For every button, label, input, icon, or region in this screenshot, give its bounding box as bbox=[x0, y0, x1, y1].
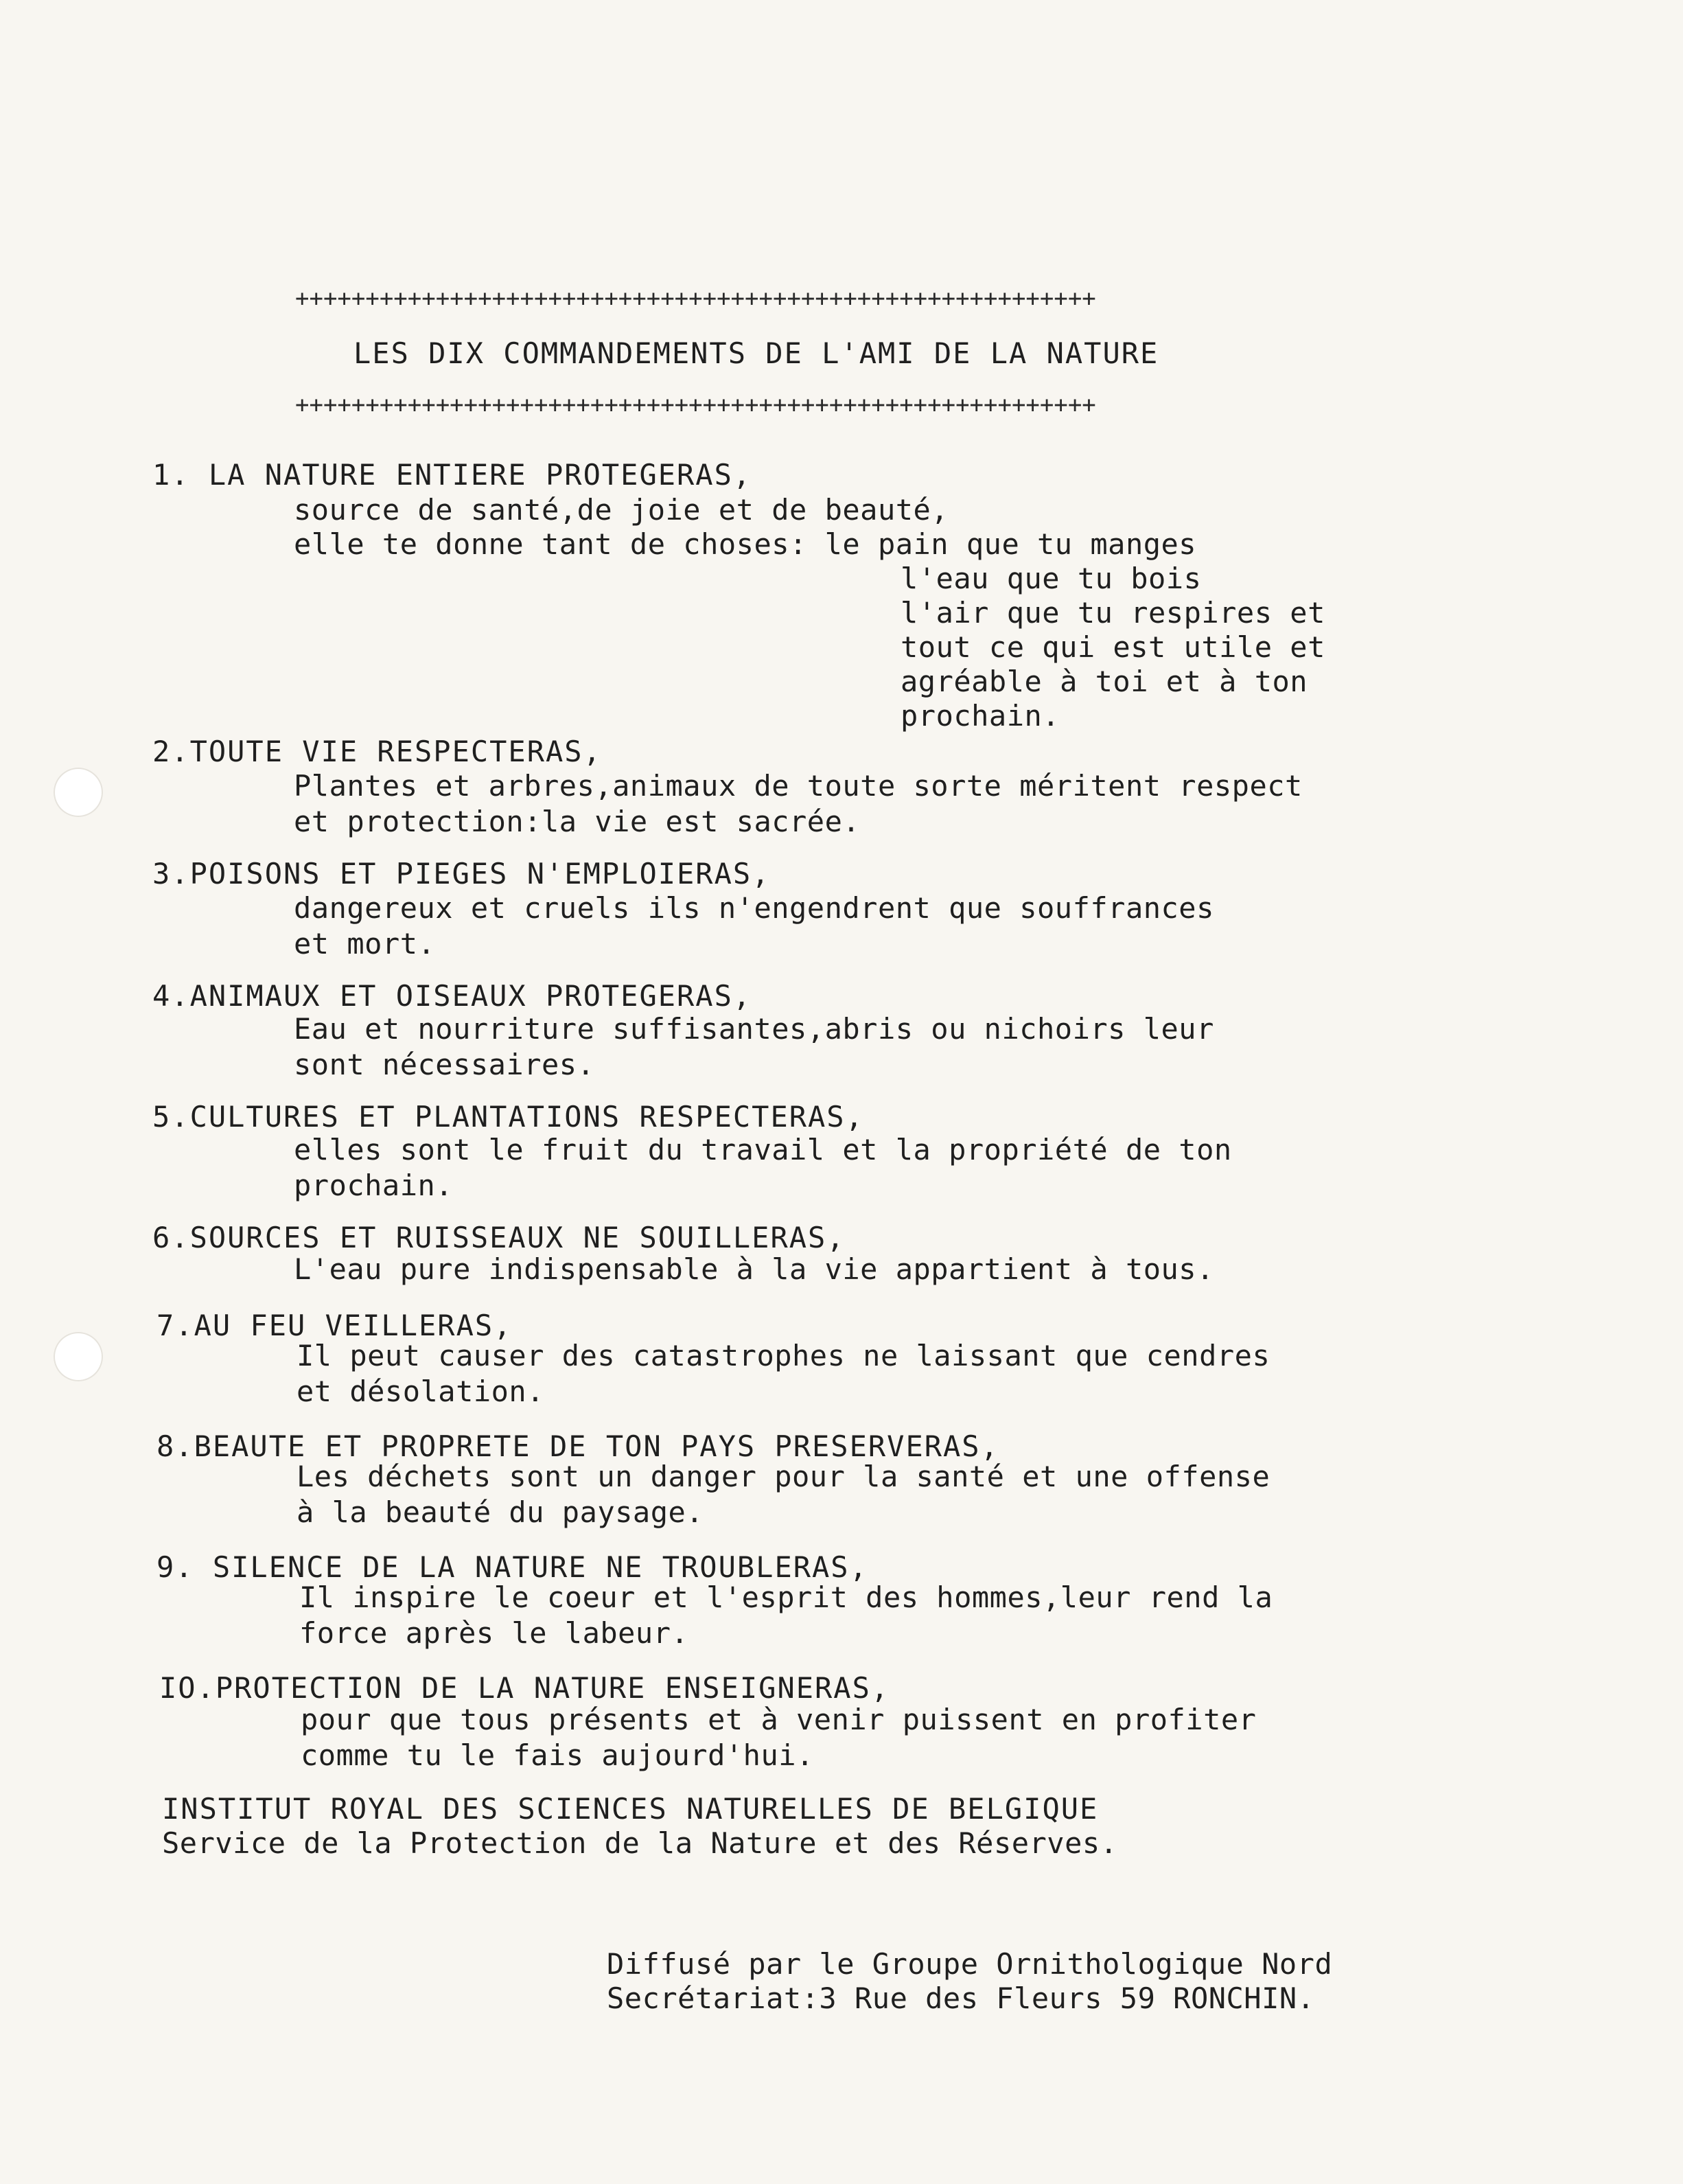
commandment-1-heading: 1. LA NATURE ENTIERE PROTEGERAS, bbox=[152, 458, 752, 492]
commandment-10-line-1: pour que tous présents et à venir puissent en profiter bbox=[301, 1703, 1257, 1736]
border-bottom: +++++++++++++++++++++++++++++++++++++++++++++++++++++++++ bbox=[295, 391, 1096, 419]
commandment-7-line-2: et désolation. bbox=[297, 1375, 545, 1408]
commandment-8-line-1: Les déchets sont un danger pour la santé et une offense bbox=[297, 1460, 1270, 1493]
commandment-6-line-1: L'eau pure indispensable à la vie appartient à tous. bbox=[294, 1252, 1214, 1286]
commandment-6-heading: 6.SOURCES ET RUISSEAUX NE SOUILLERAS, bbox=[152, 1221, 846, 1254]
commandment-1-line-1: source de santé,de joie et de beauté, bbox=[294, 493, 949, 527]
commandment-8-line-2: à la beauté du paysage. bbox=[297, 1495, 704, 1529]
commandment-7-line-1: Il peut causer des catastrophes ne laissant que cendres bbox=[297, 1339, 1270, 1372]
punch-hole-bottom bbox=[54, 1332, 103, 1381]
commandment-1-subline-4: agréable à toi et à ton bbox=[901, 665, 1308, 698]
commandment-3-line-1: dangereux et cruels ils n'engendrent que souffrances bbox=[294, 891, 1214, 925]
commandment-3-line-2: et mort. bbox=[294, 927, 436, 961]
commandment-3-heading: 3.POISONS ET PIEGES N'EMPLOIERAS, bbox=[152, 857, 771, 890]
commandment-9-line-1: Il inspire le coeur et l'esprit des hommes,leur rend la bbox=[299, 1580, 1273, 1614]
secretariat-address: Secrétariat:3 Rue des Fleurs 59 RONCHIN. bbox=[607, 1981, 1315, 2015]
commandment-2-line-1: Plantes et arbres,animaux de toute sorte méritent respect bbox=[294, 769, 1303, 803]
distributed-by: Diffusé par le Groupe Ornithologique Nord bbox=[607, 1947, 1333, 1981]
commandment-5-heading: 5.CULTURES ET PLANTATIONS RESPECTERAS, bbox=[152, 1100, 864, 1134]
commandment-1-subline-5: prochain. bbox=[901, 699, 1060, 733]
commandment-10-line-2: comme tu le fais aujourd'hui. bbox=[301, 1738, 814, 1772]
commandment-2-line-2: et protection:la vie est sacrée. bbox=[294, 805, 861, 838]
commandment-9-line-2: force après le labeur. bbox=[299, 1616, 689, 1650]
commandment-4-line-1: Eau et nourriture suffisantes,abris ou nichoirs leur bbox=[294, 1012, 1214, 1046]
commandment-5-line-2: prochain. bbox=[294, 1169, 454, 1202]
document-title: LES DIX COMMANDEMENTS DE L'AMI DE LA NATURE bbox=[353, 336, 1159, 370]
institute-service: Service de la Protection de la Nature et des Réserves. bbox=[162, 1826, 1118, 1860]
commandment-1-subline-2: l'air que tu respires et bbox=[901, 596, 1325, 630]
commandment-1-subline-1: l'eau que tu bois bbox=[901, 562, 1202, 595]
commandment-2-heading: 2.TOUTE VIE RESPECTERAS, bbox=[152, 735, 602, 768]
punch-hole-top bbox=[54, 768, 103, 817]
commandment-5-line-1: elles sont le fruit du travail et la propriété de ton bbox=[294, 1133, 1232, 1166]
commandment-8-heading: 8.BEAUTE ET PROPRETE DE TON PAYS PRESERVERAS, bbox=[156, 1429, 999, 1463]
commandment-10-heading: IO.PROTECTION DE LA NATURE ENSEIGNERAS, bbox=[159, 1671, 890, 1705]
commandment-1-line-2: elle te donne tant de choses: le pain que tu manges bbox=[294, 527, 1197, 561]
commandment-9-heading: 9. SILENCE DE LA NATURE NE TROUBLERAS, bbox=[156, 1550, 868, 1584]
commandment-7-heading: 7.AU FEU VEILLERAS, bbox=[156, 1309, 513, 1342]
border-top: +++++++++++++++++++++++++++++++++++++++++++++++++++++++++ bbox=[295, 285, 1096, 312]
institute-name: INSTITUT ROYAL DES SCIENCES NATURELLES DE BELGIQUE bbox=[162, 1792, 1099, 1826]
commandment-4-line-2: sont nécessaires. bbox=[294, 1048, 595, 1081]
commandment-4-heading: 4.ANIMAUX ET OISEAUX PROTEGERAS, bbox=[152, 979, 752, 1013]
commandment-1-subline-3: tout ce qui est utile et bbox=[901, 630, 1325, 664]
